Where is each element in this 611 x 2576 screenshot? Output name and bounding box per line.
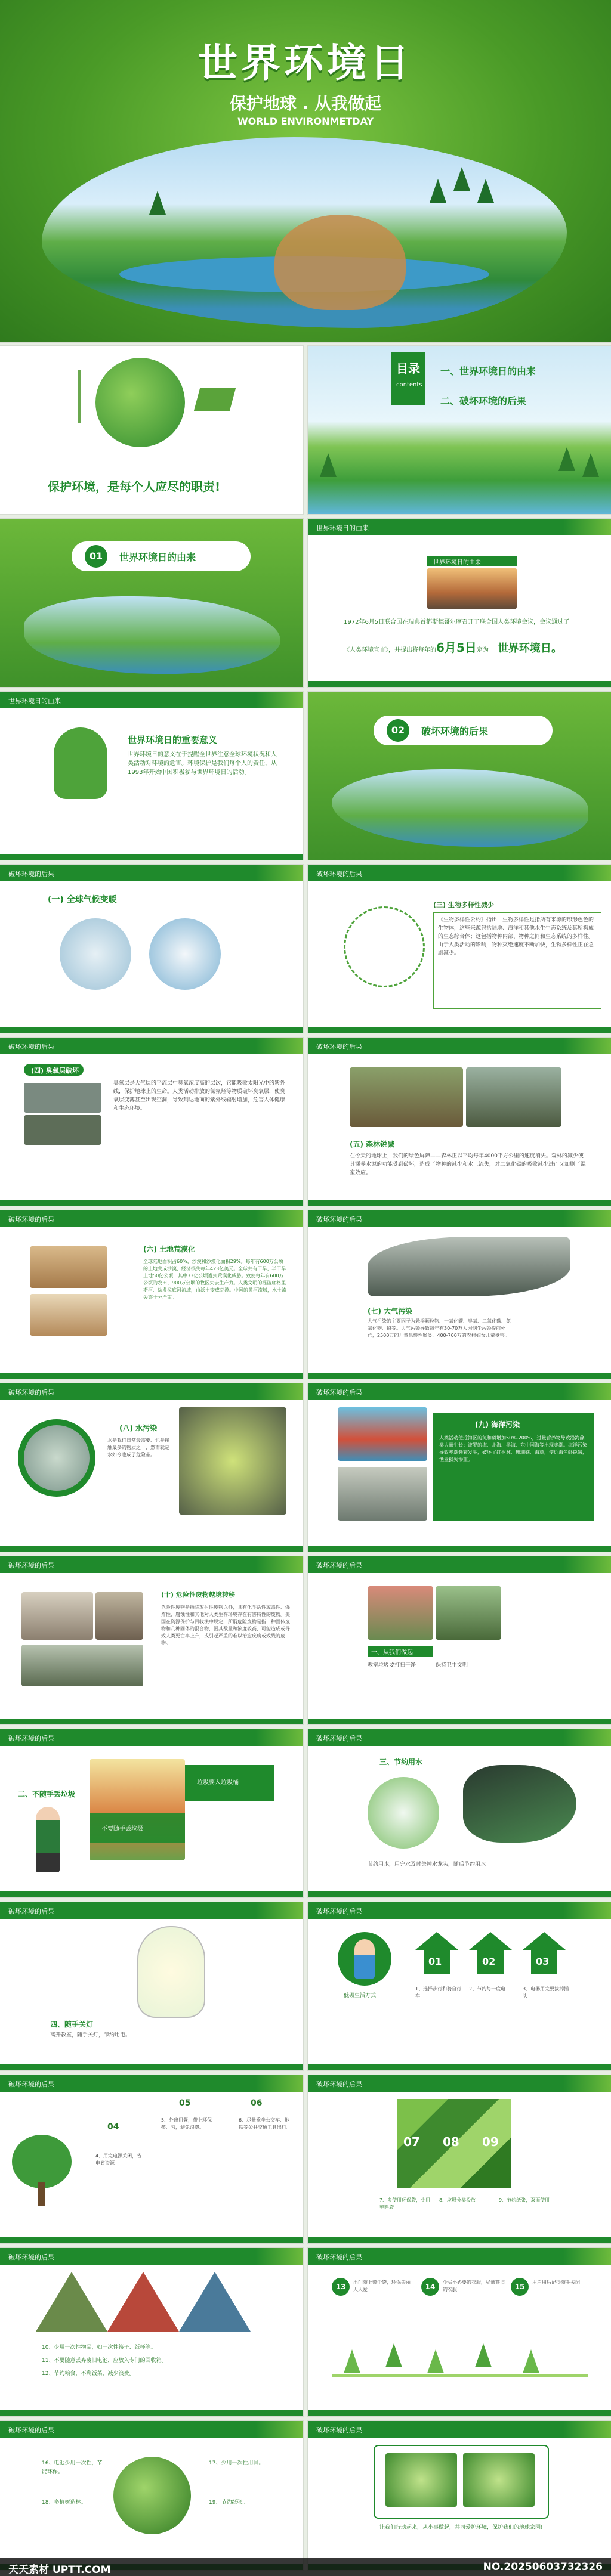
- ozone-title: (四) 臭氧层破坏: [31, 1067, 79, 1075]
- slide-footer: [0, 1719, 303, 1724]
- slide-tag: 破坏环境的后果: [8, 2253, 54, 2261]
- final-slide-right: [308, 2421, 611, 2570]
- forest-para: 在今天的地球上，我们的绿色屏障——森林正以平均每年4000平方公里的速度消失。森林的减少使其涵养水源的功能受到破坏，造成了物种的减少和水土流失，对二氧化碳的吸收减少进而又加剧了温室效应。: [350, 1153, 587, 1176]
- park-ground: [332, 2374, 588, 2377]
- climate-title: (一) 全球气候变暖: [48, 895, 117, 905]
- significance-title: 世界环境日的重要意义: [128, 735, 218, 745]
- watermark-right: NO.20250603732326: [483, 2561, 603, 2573]
- arrow-1-text: 1、选择步行和骑自行车: [415, 1986, 462, 1999]
- forest-slide: [308, 1038, 611, 1206]
- slide-header: [308, 1038, 611, 1054]
- arrow-2-text: 2、节约每一度电: [469, 1986, 506, 1992]
- cover-tree: [149, 191, 166, 215]
- cover-subtitle: 保护地球 . 从我做起: [229, 94, 382, 113]
- park-tree: [523, 2349, 539, 2373]
- leaf-decoration: [255, 1210, 303, 1227]
- slide-footer: [308, 2064, 611, 2070]
- watermark-left: 天天素材 UPTT.COM: [8, 2564, 111, 2576]
- slide-footer: [308, 1719, 611, 1724]
- waste-bags-photo: [21, 1645, 143, 1686]
- dry-tree-photo: [30, 1294, 107, 1336]
- leaf-decoration: [255, 1038, 303, 1054]
- hands-plant-photo-1: [385, 2453, 457, 2507]
- ozone-para: 臭氧层是大气层的平流层中臭氧浓度高的层次，它能吸收太阳光中的紫外线，保护地球上的生命。人类活动排放的氯氟烃等物质破坏臭氧层，使臭氧层变薄甚至出现空洞，导致到达地面的紫外线辐射增加，危害人体健康和生态环境。: [113, 1080, 286, 1111]
- slide-tag: 世界环境日的由来: [8, 697, 61, 705]
- litter-slide: [0, 1729, 303, 1897]
- slide-header: [0, 2075, 303, 2092]
- slide-footer: [308, 1373, 611, 1379]
- cover-subtitle-en: WORLD ENVIRONMETDAY: [237, 116, 374, 127]
- origin-box-title: 世界环境日的由来: [433, 559, 481, 566]
- climate-slide: [0, 865, 303, 1033]
- slide-header: [308, 2075, 611, 2092]
- slide-footer: [0, 854, 303, 860]
- slide-header: [308, 1383, 611, 1400]
- litter-label-2: 不要随手丢垃圾: [101, 1826, 143, 1832]
- sea-slide: [308, 1383, 611, 1552]
- tip-15-number: 15: [511, 2278, 529, 2296]
- slide-header: [308, 1729, 611, 1746]
- savewater-title: 三、节约用水: [379, 1758, 423, 1766]
- leaf-decoration: [255, 1556, 303, 1573]
- slide-header: [308, 865, 611, 881]
- tip-6-text: 6、尽量乘坐公交车、地铁等公共交通工具出行。: [239, 2117, 291, 2130]
- desert-photo: [30, 1246, 107, 1288]
- eco-globe-icon: [95, 358, 185, 447]
- slide-footer: [308, 1546, 611, 1552]
- tip-8-number: 08: [443, 2135, 459, 2149]
- section2-number: 02: [387, 719, 409, 742]
- tip-11-text: 11、不要随意丢弃废旧电池，应放入专门的回收箱。: [42, 2358, 167, 2364]
- forest-title: (五) 森林锐减: [350, 1140, 395, 1148]
- polluted-beach-photo: [338, 1467, 427, 1521]
- wind-turbine-icon: [78, 370, 81, 423]
- tip-19-text: 19、节约纸张。: [209, 2500, 248, 2506]
- biodiversity-title: (三) 生物多样性减少: [433, 901, 494, 909]
- cover-tree: [477, 179, 494, 203]
- leaf-decoration: [255, 1729, 303, 1746]
- significance-slide: [0, 692, 303, 860]
- globe-hands-icon: [113, 2457, 191, 2534]
- arrow-1-number: 01: [428, 1956, 442, 1967]
- leaf-decoration: [563, 1210, 611, 1227]
- tip-13-number: 13: [332, 2278, 350, 2296]
- ozone-slide: [0, 1038, 303, 1206]
- slide-tag: 破坏环境的后果: [316, 1735, 362, 1742]
- arrows-title: 低碳生活方式: [344, 1993, 377, 1999]
- leaf-decoration: [255, 2075, 303, 2092]
- leaf-decoration: [563, 1383, 611, 1400]
- slide-footer: [0, 2237, 303, 2243]
- slide-tag: 破坏环境的后果: [8, 1389, 54, 1397]
- slide-header: [0, 1902, 303, 1919]
- tip-5-text: 5、外出用餐，带上环保筷、勺，避免浪费。: [161, 2117, 212, 2130]
- pollution-photo: [24, 1083, 101, 1113]
- environment-day: 世界环境日: [497, 642, 551, 655]
- light-title: 四、随手关灯: [50, 2020, 94, 2029]
- section2-slide: [308, 692, 611, 860]
- slide-footer: [0, 1546, 303, 1552]
- tip-6-number: 06: [251, 2098, 263, 2108]
- air-para: 大气污染的主要因子为悬浮颗粒物、一氧化碳、臭氧、二氧化碳、氮氧化物、铅等。大气污染导致每年有30-70万人因烟尘污染提前死亡，2500万的儿童患慢性喉炎，400-700万的农村妇女儿童受害。: [368, 1318, 511, 1338]
- slide-header: [0, 1556, 303, 1573]
- slide-footer: [308, 2410, 611, 2416]
- tip-7-number: 07: [403, 2135, 420, 2149]
- waste-site-photo: [95, 1592, 143, 1640]
- slide-header: [308, 1210, 611, 1227]
- arrow-3-head: [523, 1932, 566, 1950]
- desert-slide: [0, 1210, 303, 1379]
- slide-tag: 破坏环境的后果: [8, 1043, 54, 1051]
- slide-header: [0, 865, 303, 881]
- tips2-slide: [308, 2075, 611, 2243]
- arrow-1-head: [415, 1932, 458, 1950]
- action-para2: 保持卫生文明: [436, 1662, 468, 1668]
- waste-para: 危险性废物是指除放射性废物以外，具有化学活性或毒性、爆炸性、腐蚀性和其他对人类生存环境存在有害特性的废物。美国在资源保护与回收法中规定，所谓危险废物是指一种固体废物和几种固体的混合物，因其数量和浓度较高，可能造成或导致人类死亡率上升，或引起严重的难以治愈疾病或致残的废物。: [161, 1605, 290, 1646]
- water-slide: [0, 1383, 303, 1552]
- slide-footer: [0, 1891, 303, 1897]
- leaf-decoration: [255, 2421, 303, 2438]
- leaf-decoration: [255, 2248, 303, 2265]
- desert-title: (六) 土地荒漠化: [143, 1245, 196, 1253]
- leaf-decoration: [255, 692, 303, 708]
- toc-label-en: contents: [396, 382, 422, 388]
- cover-rock: [274, 215, 406, 310]
- tip-14-number: 14: [421, 2278, 439, 2296]
- declaration-text: 《人类环境宣言》，并提出将每年的: [344, 647, 436, 654]
- origin-date: 6月5日: [436, 640, 477, 655]
- slide-footer: [0, 1200, 303, 1206]
- toc-slide-right: [308, 346, 611, 514]
- leaf-decoration: [563, 1038, 611, 1054]
- slide-header: [308, 2421, 611, 2438]
- red-tide-photo: [338, 1407, 427, 1461]
- litter-label-1: 垃圾要入垃圾桶: [197, 1779, 239, 1786]
- cover-tree: [453, 167, 470, 191]
- slide-tag: 破坏环境的后果: [8, 1735, 54, 1742]
- tip-10-text: 10、少用一次性物品，如一次性筷子、纸杯等。: [42, 2345, 156, 2351]
- tip-7-text: 7、多使用环保袋，少用塑料袋: [379, 2197, 431, 2210]
- tip-9-number: 09: [482, 2135, 499, 2149]
- slide-tag: 破坏环境的后果: [316, 1389, 362, 1397]
- arrow-2-number: 02: [482, 1956, 496, 1967]
- slide-header: [0, 1210, 303, 1227]
- tip-9-text: 9、节约纸张，双面使用: [499, 2197, 550, 2203]
- slide-tag: 世界环境日的由来: [316, 524, 369, 532]
- water-title: (八) 水污染: [119, 1424, 158, 1432]
- air-slide: [308, 1210, 611, 1379]
- savewater-para: 节约用水，用完水及时关掉水龙头，随后节约用水。: [368, 1862, 492, 1868]
- eco-lightbulb-icon: [54, 727, 107, 799]
- toc-tree: [320, 453, 337, 477]
- section1-slide: [0, 519, 303, 687]
- triangle-photo-3: [179, 2272, 251, 2332]
- triangle-photo-2: [107, 2272, 179, 2332]
- slide-tag: 破坏环境的后果: [316, 1908, 362, 1915]
- slide-footer: [0, 1373, 303, 1379]
- kid-figure: [354, 1939, 375, 1979]
- arrows-slide: [308, 1902, 611, 2070]
- section1-landscape: [24, 596, 280, 674]
- tip-12-text: 12、节约粮食，不剩饭菜，减少浪费。: [42, 2371, 135, 2377]
- section1-number: 01: [85, 545, 107, 568]
- tip-4-number: 04: [107, 2122, 119, 2132]
- smoke-photo: [24, 1115, 101, 1145]
- slide-tag: 破坏环境的后果: [316, 2426, 362, 2434]
- slide-header: [308, 519, 611, 535]
- park-tree: [427, 2349, 444, 2373]
- slide-header: [0, 1383, 303, 1400]
- big-tree-crown: [12, 2135, 72, 2188]
- slide-tag: 破坏环境的后果: [316, 1562, 362, 1569]
- slide-footer: [0, 1027, 303, 1033]
- desert-para: 全球陆地面积占60%，沙漠和沙漠化面积29%。每年有600万公顷的土地变成沙漠，经济损失每年423亿美元。全球共有干旱、半干旱土地50亿公顷，其中33亿公顷遭到荒漠化威胁。致使每年有600万公顷的农田、900万公顷的牧区失去生产力。人类文明的摇篮底格里斯河、幼发拉底河流域，由沃土变成荒漠。中国的黄河流域，水土流失亦十分严重。: [143, 1259, 286, 1300]
- slide-header: [308, 1902, 611, 1919]
- slide-header: [0, 2421, 303, 2438]
- action-slide: [308, 1556, 611, 1724]
- savewater-slide: [308, 1729, 611, 1897]
- leaf-decoration: [563, 1902, 611, 1919]
- toc-tree: [558, 447, 575, 471]
- air-title: (七) 大气污染: [368, 1307, 413, 1315]
- tips1-slide: [0, 2075, 303, 2243]
- slide-header: [308, 1556, 611, 1573]
- origin-para: 1972年6月5日联合国在瑞典首都斯德哥尔摩召开了联合国人类环境会议，会议通过了: [344, 619, 570, 626]
- melting-ice-photo: [149, 918, 221, 990]
- deforestation-photo: [350, 1067, 463, 1127]
- slide-tag: 破坏环境的后果: [316, 1216, 362, 1224]
- tip-17-text: 17、少用一次性用具。: [209, 2460, 264, 2466]
- biodiversity-para: 《生物多样性公约》指出，生物多样性是指所有来源的形形色色的生物体，这些来源包括陆地、海洋和其他水生生态系统及其所构成的生态综合体；这包括物种内部、物种之间和生态系统的多样性。由于人类活动的影响，物种灭绝速度不断加快，生物多样性正在急剧减少。: [438, 917, 594, 956]
- toc-label: 目录: [396, 361, 420, 376]
- leaf-decoration: [563, 519, 611, 535]
- sea-box: [433, 1413, 594, 1521]
- park-tree: [385, 2343, 402, 2367]
- slide-tag: 破坏环境的后果: [316, 2253, 362, 2261]
- park-tree: [475, 2343, 492, 2367]
- cover-tree: [430, 179, 446, 203]
- slide-tag: 破坏环境的后果: [316, 870, 362, 878]
- tip-14-text: 少买不必要的衣服，尽量穿旧的衣服: [443, 2280, 505, 2292]
- arrow-3-number: 03: [536, 1956, 550, 1967]
- factory-smoke-photo: [368, 1237, 570, 1296]
- arrow-2-head: [469, 1932, 512, 1950]
- toc-item-2[interactable]: 二、破坏环境的后果: [440, 395, 527, 407]
- leaf-decoration: [255, 865, 303, 881]
- sea-para: 人类活动使近海区的氮和磷增加50%-200%，过量营养物导致沿海藻类大量生长；波罗的海、北海、黑海、东中国海等出现赤潮。海洋污染导致赤潮频繁发生，破坏了红树林、珊瑚礁、海草，使近海鱼虾锐减，渔业损失惨重。: [439, 1435, 587, 1462]
- big-tree-trunk: [38, 2182, 45, 2206]
- litter-title: 二、不随手丢垃圾: [18, 1790, 76, 1798]
- tip-18-text: 18、多植树造林。: [42, 2500, 87, 2506]
- slide-tag: 破坏环境的后果: [8, 1216, 54, 1224]
- waste-slide: [0, 1556, 303, 1724]
- designated-text: 定为: [476, 647, 489, 654]
- slide-footer: [0, 2064, 303, 2070]
- cover-title: 世界环境日: [198, 40, 413, 86]
- slide-tag: 破坏环境的后果: [316, 2080, 362, 2088]
- toc-slide-left: [0, 346, 303, 514]
- slide-footer: [0, 2410, 303, 2416]
- slide-tag: 破坏环境的后果: [316, 1043, 362, 1051]
- water-circle-photo: [18, 1419, 95, 1497]
- leaf-decoration: [563, 2421, 611, 2438]
- slide-header: [308, 2248, 611, 2265]
- tip-15-text: 用户用后记得随手关闭: [532, 2280, 580, 2285]
- slide-tag: 破坏环境的后果: [8, 2080, 54, 2088]
- hands-plant-photo-2: [463, 2453, 535, 2507]
- tip-5-number: 05: [179, 2098, 191, 2108]
- teacher-figure: [36, 1807, 60, 1872]
- slide-footer: [308, 1891, 611, 1897]
- slide-tag: 破坏环境的后果: [8, 2426, 54, 2434]
- slide-tag: 破坏环境的后果: [8, 1562, 54, 1569]
- cover-slide: [0, 0, 611, 342]
- slide-footer: [308, 2237, 611, 2243]
- litter-photo: [90, 1759, 185, 1860]
- waste-title: (十) 危险性废物越境转移: [161, 1591, 235, 1599]
- section2-title: 破坏环境的后果: [421, 726, 489, 737]
- slide-header: [0, 692, 303, 708]
- final-message: 让我们行动起来，从小事做起，共同爱护环境，保护我们的地球家园!: [379, 2525, 543, 2531]
- significance-para: 世界环境日的意义在于提醒全世界注意全球环境状况和人类活动对环境的危害。环境保护是我们每个人的责任，从1993年开始中国积极参与世界环境日的活动。: [128, 751, 277, 776]
- final-slide-left: [0, 2421, 303, 2570]
- leaf-decoration: [563, 865, 611, 881]
- toc-slogan: 保护环境，是每个人应尽的职责!: [48, 479, 221, 494]
- biodiversity-slide: [308, 865, 611, 1033]
- toc-item-1[interactable]: 一、世界环境日的由来: [440, 366, 536, 377]
- slide-footer: [308, 1200, 611, 1206]
- slide-header: [0, 2248, 303, 2265]
- arrow-3-text: 3、电器用完要拔掉插头: [523, 1986, 569, 1999]
- eco-cycle-icon: [344, 906, 425, 987]
- water-para: 水是我们日常最需要、也是接触最多的物质之一，然而就是水如今也成了危险品。: [107, 1438, 169, 1457]
- slide-footer: [308, 1027, 611, 1033]
- slide-header: [0, 1729, 303, 1746]
- section2-landscape: [332, 769, 588, 847]
- section1-title: 世界环境日的由来: [119, 552, 196, 563]
- tip-13-text: 出门随上带个袋，环保美丽人人爱: [353, 2280, 411, 2292]
- action-title: 一、从我们做起: [371, 1649, 413, 1656]
- leaf-decoration: [563, 2075, 611, 2092]
- leaf-decoration: [255, 1383, 303, 1400]
- tips4-slide: [308, 2248, 611, 2416]
- tip-16-text: 16、电池少用一次性，节能环保。: [42, 2460, 103, 2475]
- stockholm-photo: [427, 568, 517, 609]
- origin-slide: [308, 519, 611, 687]
- lightbulb-icon: [137, 1926, 205, 2018]
- origin-period: 。: [551, 642, 562, 655]
- sea-title: (九) 海洋污染: [475, 1420, 520, 1429]
- water-drop-photo: [368, 1777, 439, 1849]
- waste-pile-photo: [21, 1592, 93, 1640]
- dead-trees-photo: [466, 1067, 561, 1127]
- tip-4-text: 4、用完电源关闭，省电省资源: [95, 2153, 142, 2166]
- leaf-decoration: [563, 2248, 611, 2265]
- action-para: 教室垃圾要打扫干净: [368, 1662, 416, 1668]
- polar-bear-photo: [60, 918, 131, 990]
- leaf-decoration: [563, 1729, 611, 1746]
- light-para: 离开教室，随手关灯，节约用电。: [50, 2032, 131, 2038]
- tip-8-text: 8、垃圾分类投放: [439, 2197, 476, 2203]
- park-tree: [344, 2349, 360, 2373]
- light-slide: [0, 1902, 303, 2070]
- solar-panel-icon: [194, 388, 236, 411]
- gas-mask-photo: [179, 1407, 286, 1515]
- leaf-decoration: [563, 1556, 611, 1573]
- tips3-slide: [0, 2248, 303, 2416]
- hand-water-photo: [463, 1765, 576, 1843]
- origin-statement: [344, 638, 606, 655]
- triangle-photo-1: [36, 2272, 107, 2332]
- toc-tree: [582, 453, 599, 477]
- slide-tag: 破坏环境的后果: [8, 1908, 54, 1915]
- slide-tag: 破坏环境的后果: [8, 870, 54, 878]
- slide-footer: [308, 681, 611, 687]
- leaf-decoration: [255, 1902, 303, 1919]
- kids-planting-photo: [436, 1586, 501, 1640]
- kids-cleaning-photo: [368, 1586, 433, 1640]
- slide-header: [0, 1038, 303, 1054]
